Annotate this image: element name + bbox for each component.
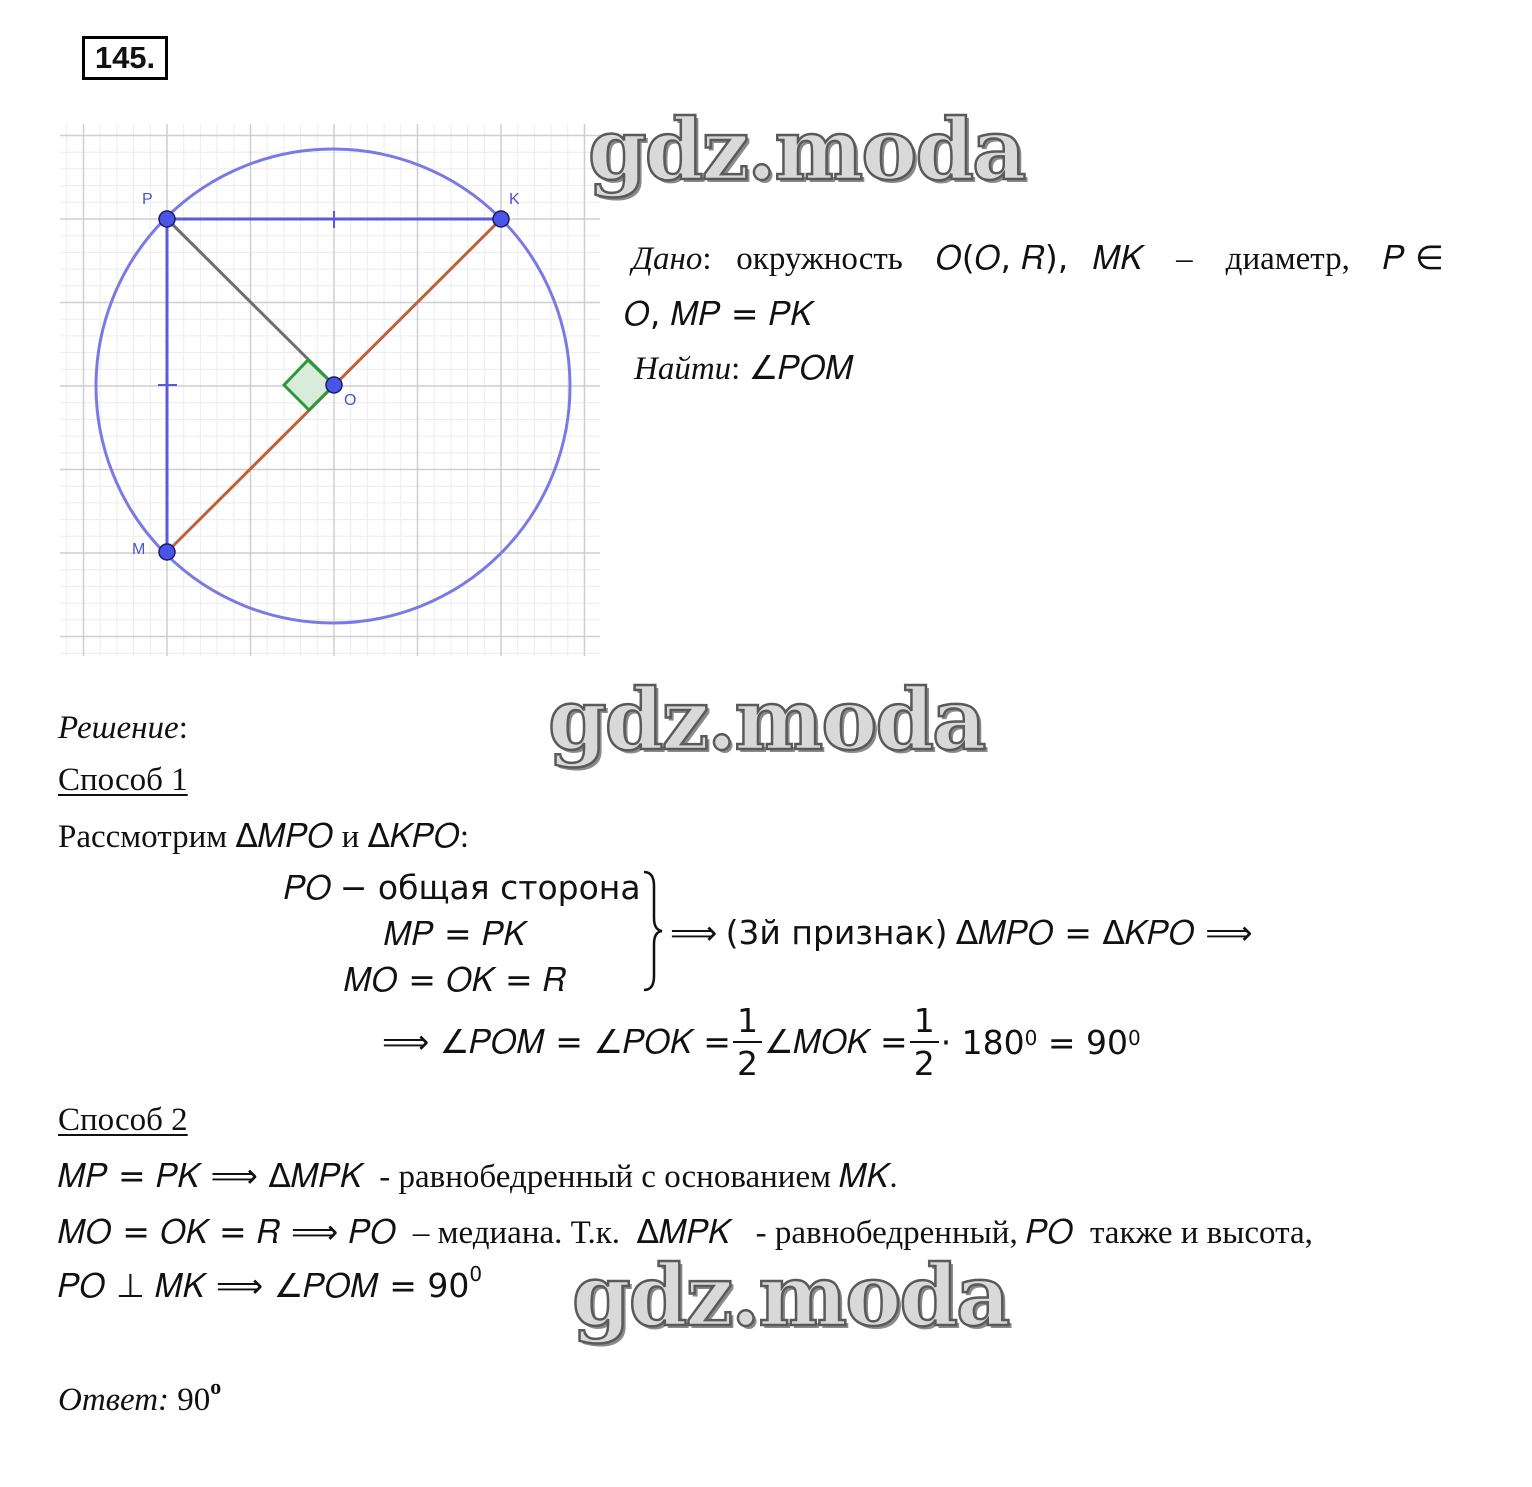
find-value: ∠𝑃𝑂𝑀 xyxy=(748,348,854,387)
answer-value: 90 xyxy=(177,1382,211,1418)
angle-line-end: · 180 xyxy=(940,1022,1025,1062)
method2-title: Способ 2 xyxy=(58,1102,188,1138)
angle-computation xyxy=(382,1001,1141,1083)
consider-tri1: Δ𝑀𝑃𝑂 xyxy=(235,816,334,855)
fraction-1-den: 2 xyxy=(736,1044,758,1083)
consider-tri2: Δ𝐾𝑃𝑂 xyxy=(367,816,460,855)
consider-and: и xyxy=(341,819,360,855)
label-p: P xyxy=(142,191,153,208)
point-k xyxy=(493,211,509,227)
degree-sup-3: 0 xyxy=(469,1262,483,1286)
congruence-result xyxy=(670,913,1253,953)
given-line-1: Дано: окружность 𝑂(𝑂, 𝑅), 𝑀𝐾 – диаметр, 𝑃 ∈ xyxy=(632,238,1444,277)
given-diameter-math: 𝑀𝐾 xyxy=(1092,238,1144,277)
answer-degree: o xyxy=(210,1374,222,1399)
angle-line-eq: = 90 xyxy=(1047,1022,1129,1062)
problem-number: 145. xyxy=(82,36,168,80)
given-line-2: 𝑂, 𝑀𝑃 = 𝑃𝐾 xyxy=(624,294,813,333)
m2-l2-text: – медиана. Т.к. xyxy=(412,1215,621,1251)
m2-l3-math: 𝑃𝑂 ⊥ 𝑀𝐾 ⟹ ∠𝑃𝑂𝑀 = 90 xyxy=(58,1266,470,1305)
m2-l2-math2: Δ𝑀𝑃𝐾 xyxy=(636,1212,731,1251)
fraction-1 xyxy=(733,1001,762,1083)
method2-line-2 xyxy=(58,1212,1313,1252)
watermark-3: gdz.moda xyxy=(572,1246,1009,1345)
fraction-2 xyxy=(910,1001,939,1083)
condition-3: 𝑀𝑂 = 𝑂𝐾 = 𝑅 xyxy=(344,960,567,999)
label-o: O xyxy=(344,392,357,409)
given-circle-word: окружность xyxy=(736,241,903,277)
degree-sup-1: 0 xyxy=(1024,1026,1038,1050)
result-math: Δ𝑀𝑃𝑂 = Δ𝐾𝑃𝑂 ⟹ xyxy=(955,913,1253,952)
condition-1 xyxy=(284,868,641,908)
fraction-2-den: 2 xyxy=(913,1044,935,1083)
condition-1-text: − общая сторона xyxy=(339,868,641,907)
label-k: K xyxy=(509,191,520,208)
given-circle-math: 𝑂(𝑂, 𝑅), xyxy=(935,238,1069,277)
degree-sup-2: 0 xyxy=(1128,1026,1141,1050)
m2-l1-math2: 𝑀𝐾 xyxy=(839,1156,890,1195)
solution-heading-text: Решение xyxy=(58,710,179,746)
answer-label: Ответ: xyxy=(58,1382,170,1418)
m2-l2-text2: - равнобедренный, xyxy=(755,1215,1018,1251)
consider-text: Рассмотрим xyxy=(58,819,228,855)
watermark-2: gdz.moda xyxy=(548,670,985,769)
angle-line-start: ⟹ ∠𝑃𝑂𝑀 = ∠𝑃𝑂𝐾 = xyxy=(382,1022,731,1061)
m2-l1-text: - равнобедренный с основанием xyxy=(379,1159,831,1195)
condition-1-math: 𝑃𝑂 xyxy=(284,868,332,907)
method1-title: Способ 1 xyxy=(58,762,188,798)
answer-line xyxy=(58,1374,222,1419)
point-o xyxy=(326,377,342,393)
given-label: Дано xyxy=(632,241,703,277)
fraction-2-num: 1 xyxy=(910,1004,939,1043)
fraction-1-num: 1 xyxy=(733,1004,762,1043)
m2-l2-text3: также и высота, xyxy=(1089,1215,1313,1251)
m2-l1-math: 𝑀𝑃 = 𝑃𝐾 ⟹ Δ𝑀𝑃𝐾 xyxy=(58,1156,363,1195)
point-m xyxy=(159,544,175,560)
method2-line-3 xyxy=(58,1262,483,1306)
m2-l2-math3: 𝑃𝑂 xyxy=(1025,1212,1074,1251)
method1-consider: Рассмотрим Δ𝑀𝑃𝑂 и Δ𝐾𝑃𝑂: xyxy=(58,816,470,855)
condition-2: 𝑀𝑃 = 𝑃𝐾 xyxy=(384,914,527,953)
watermark-1: gdz.moda xyxy=(588,100,1025,199)
solution-heading: Решение: xyxy=(58,710,188,746)
find-label: Найти xyxy=(634,351,732,387)
right-brace xyxy=(640,868,664,994)
geometry-figure xyxy=(60,124,600,656)
label-m: M xyxy=(132,541,146,558)
given-dash: – xyxy=(1176,241,1193,277)
given-diameter-word: диаметр, xyxy=(1225,241,1350,277)
m2-l2-math: 𝑀𝑂 = 𝑂𝐾 = 𝑅 ⟹ 𝑃𝑂 xyxy=(58,1212,397,1251)
m2-l1-dot: . xyxy=(889,1159,898,1195)
point-p xyxy=(159,211,175,227)
angle-line-mid: ∠𝑀𝑂𝐾 = xyxy=(763,1022,908,1061)
result-text: (3й признак) xyxy=(725,913,948,952)
method2-line-1 xyxy=(58,1156,898,1196)
result-arrow: ⟹ xyxy=(670,913,718,952)
find-line: Найти: ∠𝑃𝑂𝑀 xyxy=(634,348,854,387)
given-p-in: 𝑃 ∈ xyxy=(1382,238,1444,277)
